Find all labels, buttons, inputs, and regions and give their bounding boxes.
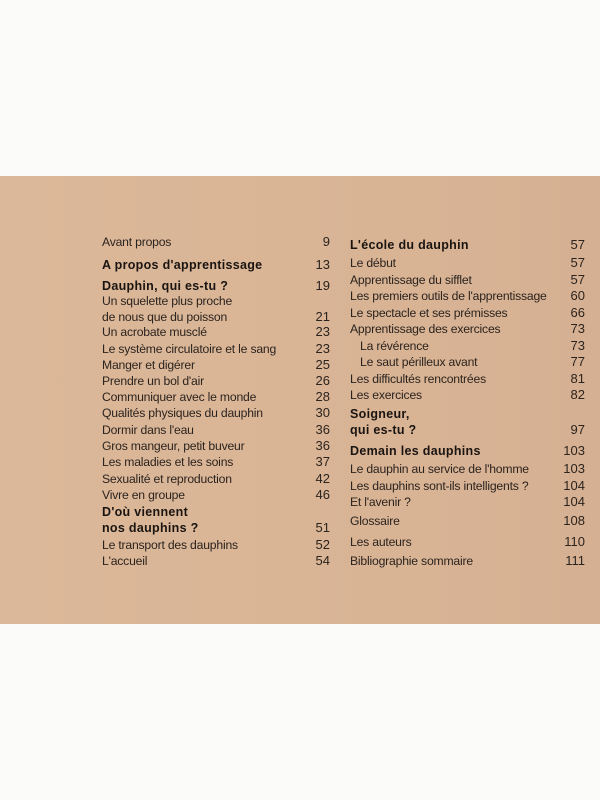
toc-entry (102, 294, 330, 325)
toc-entry (350, 478, 585, 494)
toc-entry (350, 255, 585, 271)
toc-page-number: 23 (315, 341, 330, 356)
toc-entry (102, 324, 330, 340)
toc-entry (350, 288, 585, 304)
toc-page-number: 51 (315, 520, 330, 535)
toc-title: Le saut périlleux avant (360, 355, 478, 369)
toc-page-number: 111 (565, 553, 585, 568)
toc-title: La révérence (360, 339, 429, 353)
toc-entry (102, 234, 330, 250)
toc-entry (102, 471, 330, 487)
toc-title: Les maladies et les soins (102, 455, 234, 469)
toc-entry (102, 553, 330, 569)
toc-page-number: 9 (322, 234, 330, 249)
toc-right-column (350, 176, 585, 624)
toc-entry (350, 338, 585, 354)
toc-page-number: 103 (563, 443, 585, 458)
toc-entry (350, 272, 585, 288)
toc-page-number: 77 (570, 354, 585, 369)
toc-entry (102, 389, 330, 405)
toc-page-number: 57 (570, 272, 585, 287)
toc-page-number: 110 (564, 534, 585, 549)
toc-page-number: 30 (315, 405, 330, 420)
toc-entry (350, 513, 585, 529)
toc-title: Un squelette plus proche de nous que du poisson (102, 294, 233, 324)
toc-heading (102, 257, 330, 273)
toc-title: Bibliographie sommaire (350, 554, 473, 568)
toc-page-number: 13 (315, 257, 330, 272)
toc-title: Demain les dauphins (350, 444, 481, 458)
toc-title: Communiquer avec le monde (102, 390, 257, 404)
toc-page-number: 82 (570, 387, 585, 402)
toc-title: Dormir dans l'eau (102, 423, 194, 437)
toc-page-number: 42 (315, 471, 330, 486)
book-page (0, 176, 600, 624)
toc-entry (350, 354, 585, 370)
toc-title: Le transport des dauphins (102, 538, 238, 552)
toc-title: Soigneur, qui es-tu ? (350, 407, 417, 437)
toc-page-number: 25 (315, 357, 330, 372)
toc-title: Sexualité et reproduction (102, 472, 232, 486)
toc-page-number: 52 (315, 537, 330, 552)
toc-entry (350, 494, 585, 510)
toc-title: Le dauphin au service de l'homme (350, 462, 529, 476)
toc-title: Les auteurs (350, 535, 412, 549)
toc-title: Avant propos (102, 235, 172, 249)
toc-title: Gros mangeur, petit buveur (102, 439, 245, 453)
toc-entry (102, 454, 330, 470)
toc-title: Les dauphins sont-ils intelligents ? (350, 479, 529, 493)
toc-title: L'accueil (102, 554, 148, 568)
toc-heading (350, 443, 585, 459)
toc-entry (102, 422, 330, 438)
toc-page-number: 36 (315, 422, 330, 437)
toc-page-number: 54 (315, 553, 330, 568)
toc-entry (350, 553, 585, 569)
toc-entry (350, 371, 585, 387)
toc-entry (350, 387, 585, 403)
toc-page-number: 26 (315, 373, 330, 388)
toc-page-number: 28 (315, 389, 330, 404)
toc-title: Apprentissage du sifflet (350, 273, 472, 287)
toc-title: Le spectacle et ses prémisses (350, 306, 508, 320)
toc-left-column (102, 176, 330, 624)
toc-page-number: 73 (570, 321, 585, 336)
toc-title: Apprentissage des exercices (350, 322, 501, 336)
toc-title: D'où viennent nos dauphins ? (102, 505, 199, 535)
toc-heading (350, 407, 585, 438)
toc-title: Vivre en groupe (102, 488, 185, 502)
toc-page-number: 57 (570, 237, 585, 252)
toc-page-number: 19 (315, 278, 330, 293)
toc-title: Les premiers outils de l'apprentissage (350, 289, 547, 303)
toc-page-number: 57 (570, 255, 585, 270)
toc-page-number: 108 (563, 513, 585, 528)
toc-page-number: 66 (570, 305, 585, 320)
toc-title: Qualités physiques du dauphin (102, 406, 263, 420)
toc-title: Le début (350, 256, 396, 270)
toc-page-number: 46 (315, 487, 330, 502)
toc-page-number: 37 (315, 454, 330, 469)
toc-title: Les exercices (350, 388, 422, 402)
toc-title: L'école du dauphin (350, 238, 469, 252)
toc-heading (102, 278, 330, 294)
toc-heading (350, 237, 585, 253)
toc-title: Le système circulatoire et le sang (102, 342, 277, 356)
toc-title: Un acrobate musclé (102, 325, 207, 339)
toc-entry (350, 461, 585, 477)
toc-entry (102, 373, 330, 389)
toc-entry (102, 438, 330, 454)
toc-page-number: 21 (315, 309, 330, 324)
toc-page-number: 73 (570, 338, 585, 353)
toc-page-number: 23 (315, 324, 330, 339)
toc-title: Dauphin, qui es-tu ? (102, 279, 229, 293)
toc-entry (102, 405, 330, 421)
toc-heading (102, 505, 330, 536)
toc-entry (350, 321, 585, 337)
toc-page-number: 81 (570, 371, 585, 386)
toc-title: Manger et digérer (102, 358, 195, 372)
toc-entry (350, 305, 585, 321)
toc-entry (350, 534, 585, 550)
toc-title: A propos d'apprentissage (102, 258, 263, 272)
toc-title: Les difficultés rencontrées (350, 372, 486, 386)
toc-entry (102, 341, 330, 357)
toc-entry (102, 357, 330, 373)
toc-entry (102, 537, 330, 553)
toc-page-number: 97 (570, 422, 585, 437)
toc-entry (102, 487, 330, 503)
toc-page-number: 104 (563, 494, 585, 509)
toc-page-number: 103 (563, 461, 585, 476)
toc-title: Prendre un bol d'air (102, 374, 204, 388)
toc-title: Glossaire (350, 514, 400, 528)
toc-page-number: 36 (315, 438, 330, 453)
toc-page-number: 60 (570, 288, 585, 303)
toc-title: Et l'avenir ? (350, 495, 411, 509)
toc-page-number: 104 (563, 478, 585, 493)
